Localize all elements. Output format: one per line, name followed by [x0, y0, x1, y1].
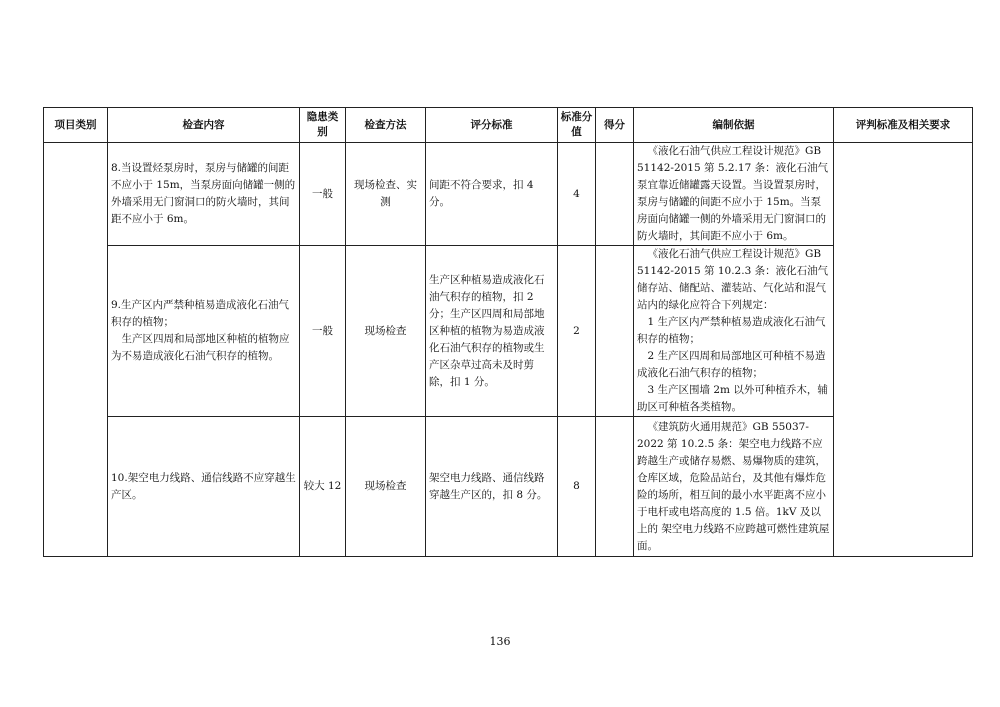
basis-text: 《液化石油气供应工程设计规范》GB 51142-2015 第 5.2.17 条：液化石油气泵宜靠近储罐露天设置。当设置泵房时，泵房与储罐的间距不应小于 15m。当泵房面向储罐一侧的外墙采用无门窗洞口的防火墙时，其间距不应小于 6m。: [637, 145, 829, 242]
header-category: 项目类别: [44, 108, 108, 143]
hazard-cell: 一般: [300, 246, 346, 417]
hazard-cell: 较大 12: [300, 417, 346, 557]
header-criteria: 评判标准及相关要求: [834, 108, 973, 143]
score-cell: [596, 417, 634, 557]
score-cell: [596, 246, 634, 417]
basis-text: 1 生产区内严禁种植易造成液化石油气积存的植物；: [637, 316, 826, 345]
points-cell: 8: [558, 417, 596, 557]
basis-text: 《建筑防火通用规范》GB 55037-2022 第 10.2.5 条：架空电力线路不应跨越生产或储存易燃、易爆物质的建筑，仓库区域，危险品站台，及其他有爆炸危险的场所，相互间的最小水平距离不应小于电杆或电塔高度的 1.5 倍。1kV 及以上的 架空电力线路不应跨越可燃性建筑屋面。: [637, 420, 830, 552]
inspection-table: [43, 107, 973, 557]
scoring-cell: 架空电力线路、通信线路穿越生产区的，扣 8 分。: [426, 417, 558, 557]
basis-cell: [634, 143, 834, 246]
basis-cell: [634, 246, 834, 417]
header-points: 标准分值: [558, 108, 596, 143]
points-cell: 4: [558, 143, 596, 246]
content-text: 10.架空电力线路、通信线路不应穿越生产区。: [111, 471, 296, 501]
table-row: [44, 417, 973, 557]
content-cell: [108, 246, 300, 417]
table-header-row: [44, 108, 973, 143]
method-cell: 现场检查: [346, 417, 426, 557]
category-cell: [44, 143, 108, 557]
criteria-cell: [834, 143, 973, 557]
header-basis: 编制依据: [634, 108, 834, 143]
hazard-cell: 一般: [300, 143, 346, 246]
header-method: 检查方法: [346, 108, 426, 143]
table-row: [44, 143, 973, 246]
header-score: 得分: [596, 108, 634, 143]
scoring-cell: 生产区种植易造成液化石油气积存的植物，扣 2 分；生产区四周和局部地区种植的植物为易造成液化石油气积存的植物或生产区杂草过高未及时剪除，扣 1 分。: [426, 246, 558, 417]
content-cell: [108, 143, 300, 246]
basis-text: 3 生产区围墙 2m 以外可种植乔木，辅助区可种植各类植物。: [637, 384, 828, 413]
score-cell: [596, 143, 634, 246]
content-text: 生产区四周和局部地区种植的植物应为不易造成液化石油气积存的植物。: [111, 333, 290, 362]
basis-cell: [634, 417, 834, 557]
content-text: 9.生产区内严禁种植易造成液化石油气积存的植物；: [111, 299, 290, 328]
scoring-cell: 间距不符合要求，扣 4 分。: [426, 143, 558, 246]
table-row: [44, 246, 973, 417]
header-content: 检查内容: [108, 108, 300, 143]
content-cell: [108, 417, 300, 557]
page-number: 136: [489, 635, 511, 648]
header-hazard: 隐患类别: [300, 108, 346, 143]
basis-text: 2 生产区四周和局部地区可种植不易造成液化石油气积存的植物；: [637, 350, 826, 379]
method-cell: 现场检查: [346, 246, 426, 417]
header-scoring: 评分标准: [426, 108, 558, 143]
basis-text: 《液化石油气供应工程设计规范》GB 51142-2015 第 10.2.3 条：液化石油气储存站、储配站、灌装站、气化站和混气站内的绿化应符合下列规定：: [637, 248, 829, 311]
points-cell: 2: [558, 246, 596, 417]
method-cell: 现场检查、实测: [346, 143, 426, 246]
content-text: 8.当设置烃泵房时，泵房与储罐的间距不应小于 15m，当泵房面向储罐一侧的外墙采用无门窗洞口的防火墙时，其间距不应小于 6m。: [111, 162, 296, 225]
